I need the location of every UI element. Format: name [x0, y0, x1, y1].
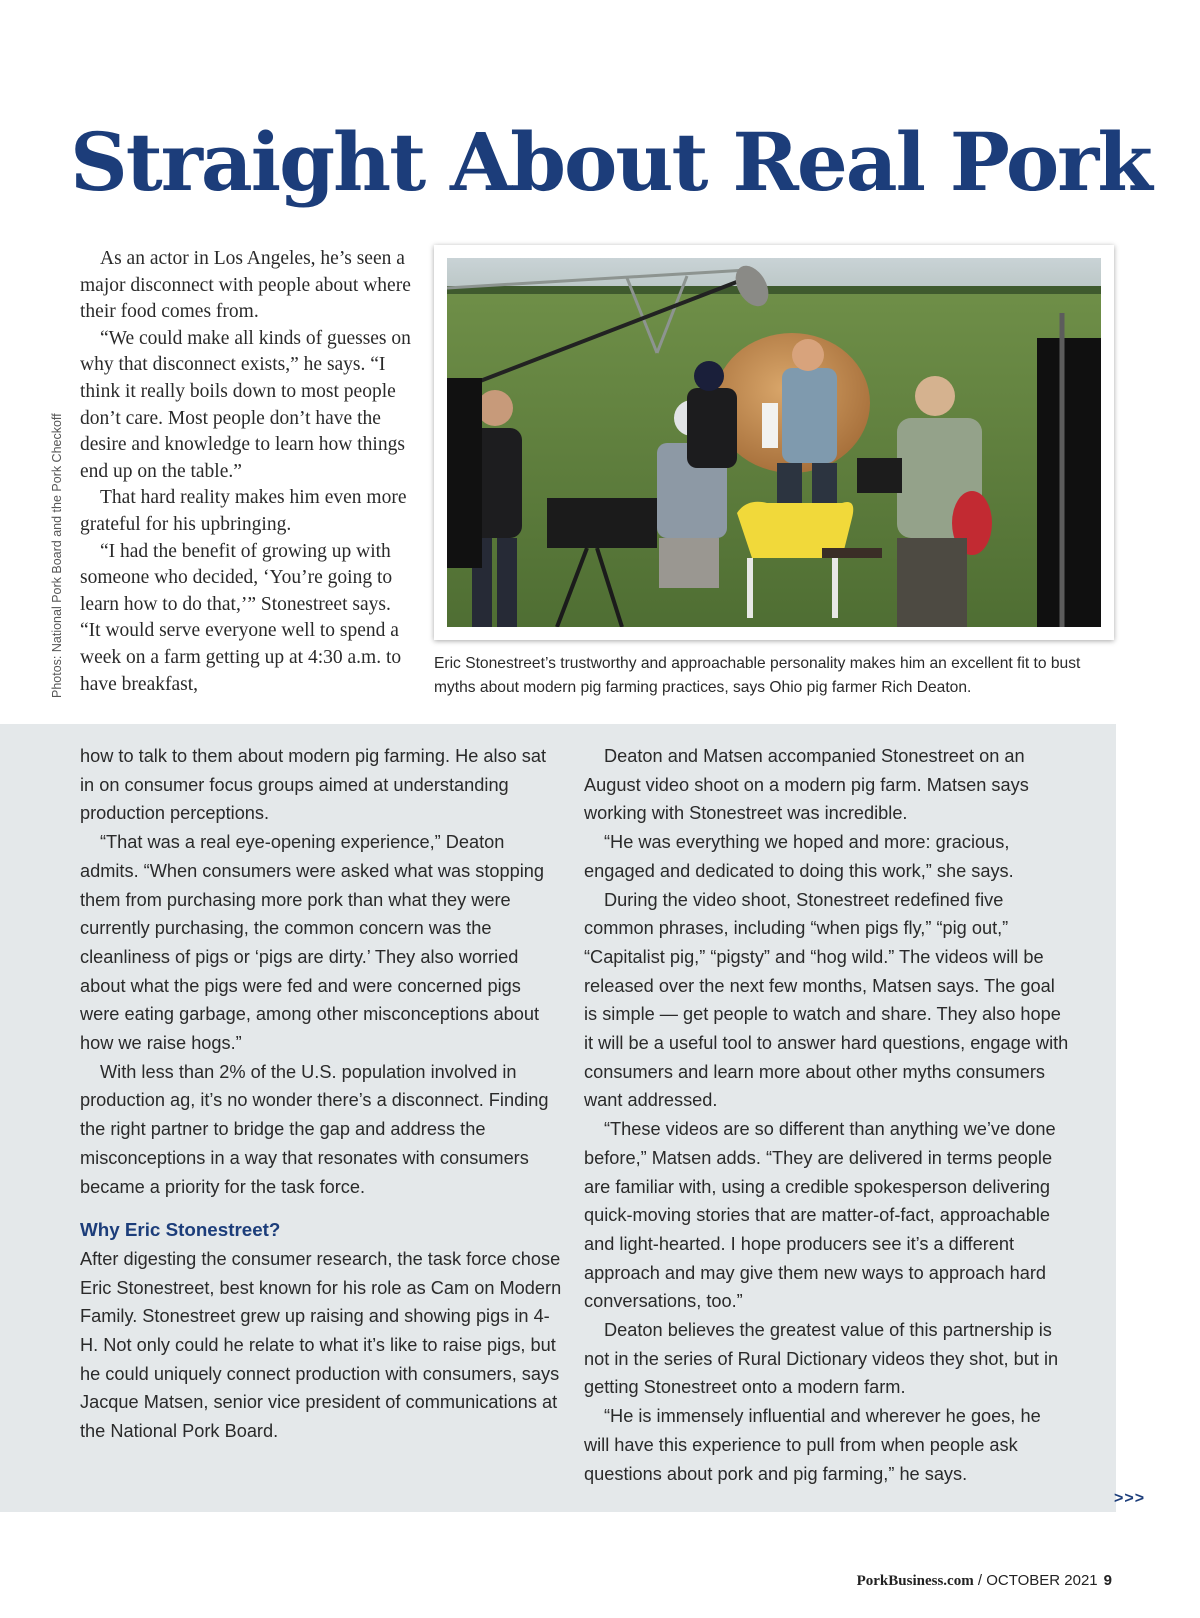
body-paragraph: During the video shoot, Stonestreet redefined five common phrases, including “when pigs fly,” “pig out,” “Capitalist pig,” “pigsty” and “hog wild.” The videos will be released over the next few months, Matsen says. The goal is simple — get people to watch and share. They also hope it will be a useful tool to answer hard questions, engage with consumers and learn more about other myths consumers want addressed.: [584, 889, 1069, 1111]
body-paragraph: “These videos are so different than anything we’ve done before,” Matsen adds. “They are delivered in terms people are familiar with, using a credible spokesperson delivering quick-moving stories that are matter-of-fact, approachable and light-hearted. I hope producers see it’s a different approach and may give them new ways to approach hard conversations, too.”: [584, 1119, 1056, 1312]
body-paragraph: Deaton and Matsen accompanied Stonestreet on an August video shoot on a modern pig farm. Matsen says working with Stonestreet was incredible.: [584, 746, 1029, 824]
photo-credit: Photos: National Pork Board and the Pork Checkoff: [50, 413, 64, 698]
right-column: [584, 742, 1069, 1488]
photo-frame: [434, 245, 1114, 640]
left-column: [80, 742, 565, 1446]
footer-separator: /: [973, 1572, 987, 1589]
body-paragraph: Deaton believes the greatest value of this partnership is not in the series of Rural Dictionary videos they shot, but in getting Stonestreet onto a modern farm.: [584, 1320, 1059, 1398]
body-paragraph: “He was everything we hoped and more: gracious, engaged and dedicated to doing this work,” she says.: [584, 832, 1014, 881]
footer-site: PorkBusiness.com: [856, 1573, 974, 1589]
body-paragraph: how to talk to them about modern pig farming. He also sat in on consumer focus groups aimed at understanding production perceptions.: [80, 746, 547, 824]
body-paragraph: “That was a real eye-opening experience,” Deaton admits. “When consumers were asked what was stopping them from purchasing more pork than what they were currently purchasing, the common concern was the cleanliness of pigs or ‘pigs are dirty.’ They also worried about what the pigs were fed and were concerned pigs were eating garbage, among other misconceptions about how we raise hogs.”: [80, 832, 544, 1054]
photo-caption: Eric Stonestreet’s trustworthy and approachable personality makes him an excellent fit to bust myths about modern pig farming practices, says Ohio pig farmer Rich Deaton.: [434, 655, 1081, 696]
article-headline: Straight About Real Pork: [70, 115, 1151, 209]
body-paragraph: After digesting the consumer research, the task force chose Eric Stonestreet, best known for his role as Cam on Modern Family. Stonestreet grew up raising and showing pigs in 4-H. Not only could he relate to what it’s like to raise pigs, but he could uniquely connect production with consumers, says Jacque Matsen, senior vice president of communications at the National Pork Board.: [80, 1248, 562, 1442]
continued-arrow-icon: >>>: [1114, 1490, 1146, 1507]
intro-paragraph: As an actor in Los Angeles, he’s seen a major disconnect with people about where their food comes from.: [80, 248, 411, 323]
photo-illustration: [447, 258, 1101, 627]
intro-paragraph: “We could make all kinds of guesses on why that disconnect exists,” he says. “I think it really boils down to most people don’t care. Most people don’t have the desire and knowledge to learn how things end up on the table.”: [80, 327, 411, 482]
intro-paragraph: “I had the benefit of growing up with someone who decided, ‘You’re going to learn how to do that,’” Stonestreet says. “It would serve everyone well to spend a week on a farm getting up at 4:30 a.m. to have breakfast,: [80, 540, 402, 695]
body-paragraph: With less than 2% of the U.S. population involved in production ag, it’s no wonder there’s a disconnect. Finding the right partner to bridge the gap and address the misconceptions in a way that resonates with consumers became a priority for the task force.: [80, 1061, 549, 1197]
intro-text: [80, 246, 415, 698]
video-shoot-photo: [447, 258, 1101, 627]
footer-issue: OCTOBER 2021: [986, 1572, 1098, 1589]
page-footer: [857, 1572, 1112, 1590]
body-paragraph: “He is immensely influential and wherever he goes, he will have this experience to pull from when people ask questions about pork and pig farming,” he says.: [584, 1406, 1041, 1484]
section-subhead: Why Eric Stonestreet?: [80, 1219, 281, 1241]
page-number: 9: [1103, 1572, 1112, 1589]
intro-paragraph: That hard reality makes him even more grateful for his upbringing.: [80, 487, 407, 535]
